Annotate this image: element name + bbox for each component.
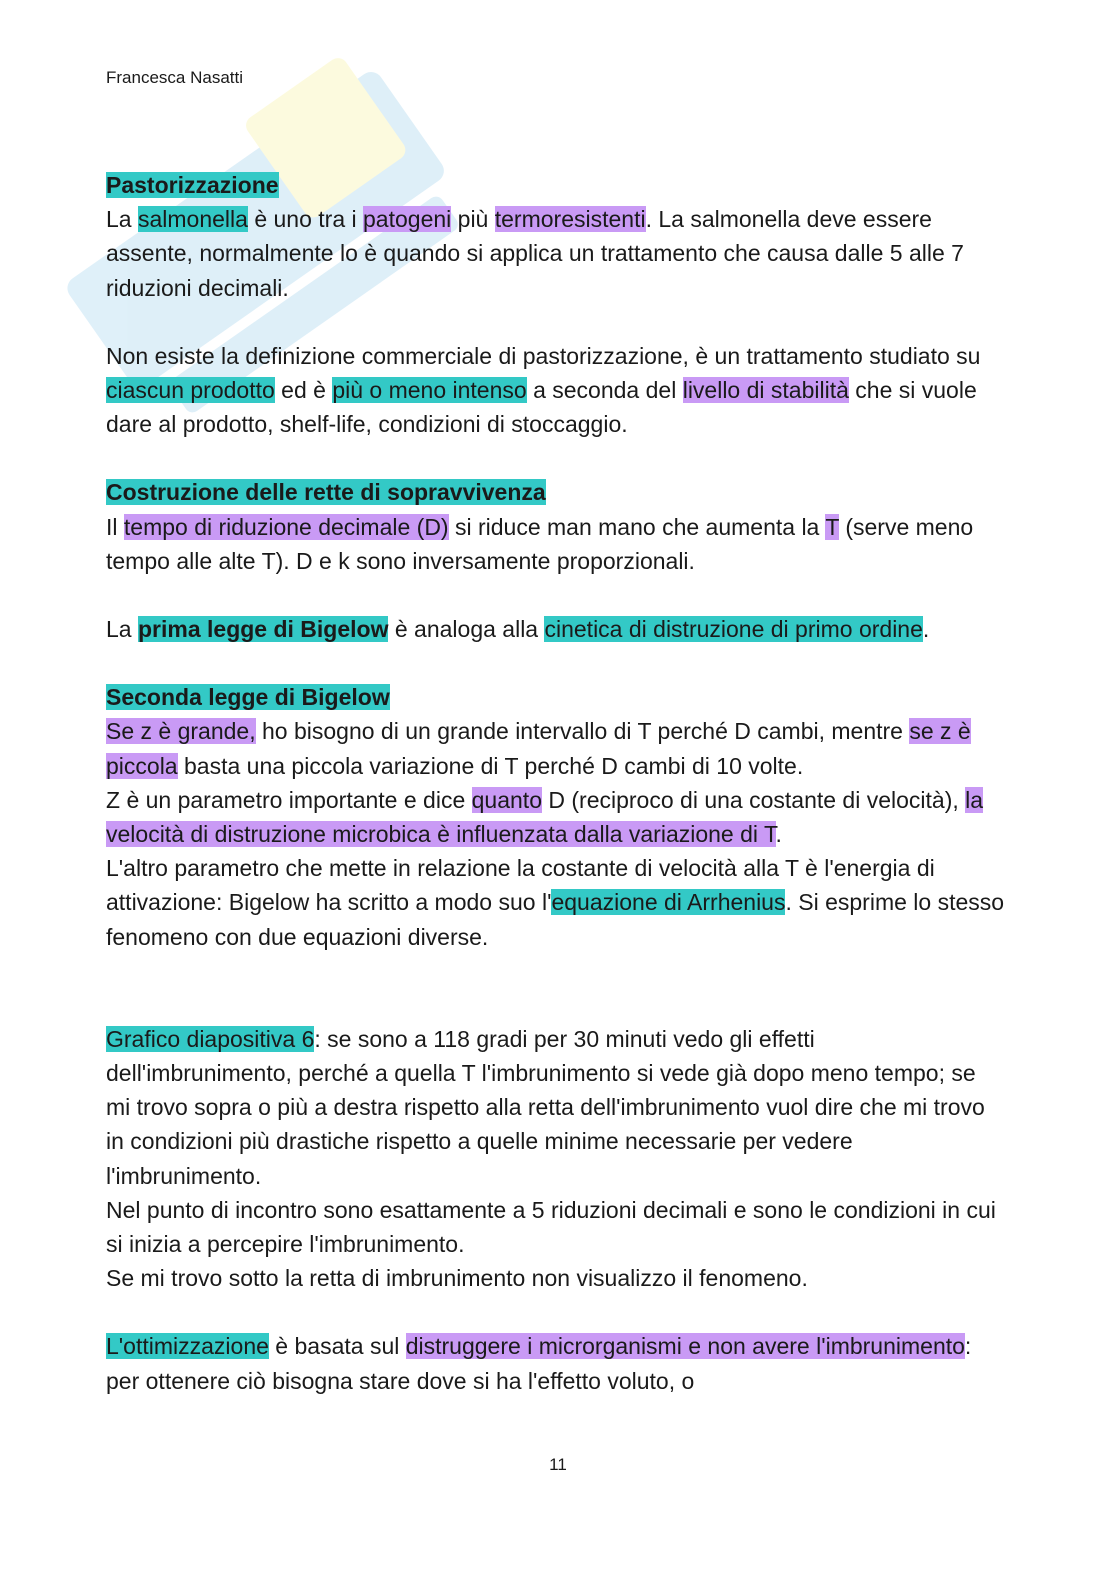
highlight: Se z è grande, [106, 718, 256, 745]
highlight: termoresistenti [494, 206, 646, 233]
heading-costruzione-rette: Costruzione delle rette di sopravvivenza [106, 479, 546, 506]
highlight: prima legge di Bigelow [137, 616, 389, 643]
paragraph: La prima legge di Bigelow è analoga alla cinetica di distruzione di primo ordine. [106, 616, 930, 643]
highlight: tempo di riduzione decimale (D) [123, 513, 449, 540]
header-author: Francesca Nasatti [106, 68, 243, 87]
highlight: equazione di Arrhenius [551, 889, 786, 916]
page-number: 11 [549, 1455, 567, 1474]
paragraph: L'altro parametro che mette in relazione la costante di velocità alla T è l'energia di attivazione: Bigelow ha scritto a modo suo l'equazione di Arrhenius. Si esprime lo stesso fenomeno con due equazioni diverse. [106, 855, 1005, 950]
paragraph: Z è un parametro importante e dice quanto D (reciproco di una costante di velocità), la velocità di distruzione microbica è influenzata dalla variazione di T. [106, 786, 984, 848]
highlight: distruggere i microrganismi e non avere l'imbrunimento [405, 1333, 965, 1360]
section-title [106, 680, 1006, 714]
paragraph: Il tempo di riduzione decimale (D) si riduce man mano che aumenta la T (serve meno tempo alle alte T). D e k sono inversamente proporzionali. [106, 513, 974, 574]
highlight: L'ottimizzazione [106, 1333, 269, 1360]
heading-pastorizzazione: Pastorizzazione [106, 172, 279, 198]
paragraph: Se mi trovo sotto la retta di imbrunimento non visualizzo il fenomeno. [106, 1265, 808, 1292]
paragraph: Nel punto di incontro sono esattamente a 5 riduzioni decimali e sono le condizioni in cui si inizia a percepire l'imbrunimento. [106, 1196, 996, 1258]
paragraph: La salmonella è uno tra i patogeni più termoresistenti. La salmonella deve essere assente, normalmente lo è quando si applica un trattamento che causa dalle 5 alle 7 riduzioni decimali. [106, 206, 964, 301]
highlight: cinetica di distruzione di primo ordine [544, 616, 923, 643]
highlight: patogeni [363, 206, 452, 233]
highlight: ciascun prodotto [106, 377, 275, 404]
paragraph: Se z è grande, ho bisogno di un grande intervallo di T perché D cambi, mentre se z è piccola basta una piccola variazione di T perché D cambi di 10 volte. [106, 718, 971, 779]
section-title [106, 168, 1006, 202]
paragraph: Grafico diapositiva 6: se sono a 118 gradi per 30 minuti vedo gli effetti dell'imbrunimento, perché a quella T l'imbrunimento si vede già dopo meno tempo; se mi trovo sopra o più a destra rispetto alla retta dell'imbrunimento vuol dire che mi trovo in condizioni più drastiche rispetto a quelle minime necessarie per vedere l'imbrunimento. [106, 1025, 985, 1189]
section-title [106, 475, 1006, 509]
highlight: livello di stabilità [682, 377, 849, 404]
highlight: se z è piccola [106, 718, 971, 779]
highlight: salmonella [137, 206, 248, 233]
highlight: quanto [471, 786, 542, 813]
highlight: Grafico diapositiva 6 [106, 1025, 315, 1052]
highlight: più o meno intenso [332, 377, 527, 404]
heading-seconda-legge: Seconda legge di Bigelow [106, 684, 390, 711]
highlight: T [825, 513, 839, 540]
highlight: la velocità di distruzione microbica è influenzata dalla variazione di T [106, 786, 984, 848]
paragraph: L'ottimizzazione è basata sul distruggere i microrganismi e non avere l'imbrunimento: per ottenere ciò bisogna stare dove si ha l'effetto voluto, o [106, 1333, 972, 1394]
paragraph: Non esiste la definizione commerciale di pastorizzazione, è un trattamento studiato su ciascun prodotto ed è più o meno intenso a seconda del livello di stabilità che si vuole dare al prodotto, shelf-life, condizioni di stoccaggio. [106, 342, 981, 438]
document-body [106, 168, 1006, 1398]
